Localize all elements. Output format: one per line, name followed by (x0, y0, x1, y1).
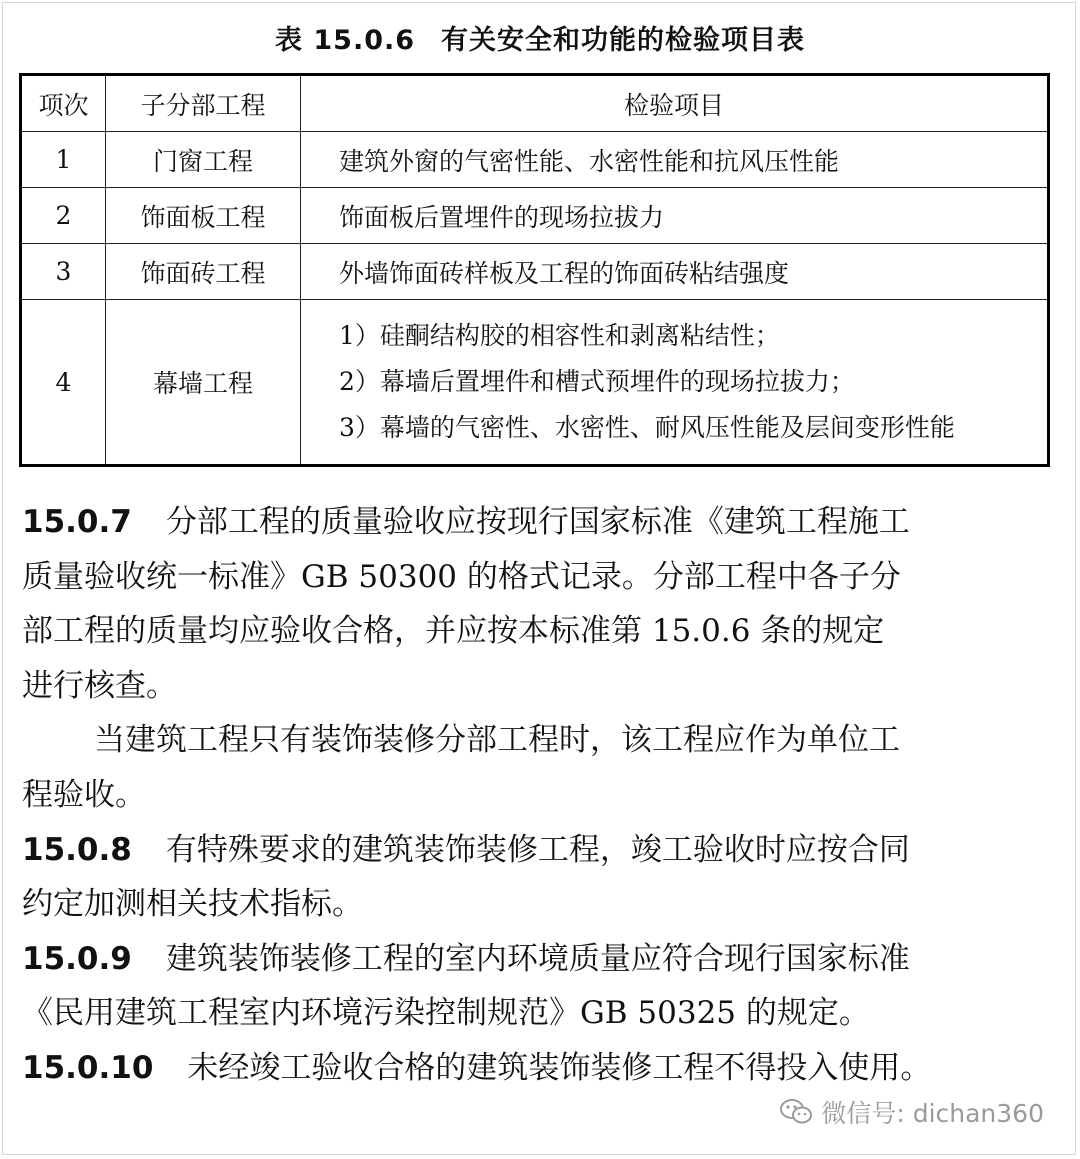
clause-15-0-8 (22, 823, 1052, 932)
clause-line: 当建筑工程只有装饰装修分部工程时，该工程应作为单位工 (94, 722, 900, 759)
row-subitem: 3）幕墙的气密性、水密性、耐风压性能及层间变形性能 (339, 413, 955, 442)
col-header-items: 检验项目 (301, 75, 1049, 132)
row-subitem: 1）硅酮结构胶的相容性和剥离粘结性； (339, 321, 780, 350)
row-item: 建筑外窗的气密性能、水密性能和抗风压性能 (301, 132, 1049, 188)
clause-line: 有特殊要求的建筑装饰装修工程，竣工验收时应按合同 (165, 831, 910, 868)
col-header-no: 项次 (21, 75, 106, 132)
clause-number: 15.0.8 (22, 831, 132, 868)
table-title: 有关安全和功能的检验项目表 (441, 25, 806, 56)
clause-15-0-7-paragraph-2 (22, 713, 1052, 768)
clause-line: 约定加测相关技术指标。 (22, 886, 363, 923)
row-subproject: 饰面砖工程 (106, 244, 301, 300)
row-no: 1 (21, 132, 106, 188)
watermark (779, 1094, 1044, 1130)
clause-line: 部工程的质量均应验收合格，并应按本标准第 15.0.6 条的规定 (22, 613, 885, 650)
row-no: 2 (21, 188, 106, 244)
table-row (21, 300, 1049, 466)
row-subproject: 幕墙工程 (106, 300, 301, 466)
row-item: 外墙饰面砖样板及工程的饰面砖粘结强度 (301, 244, 1049, 300)
clause-number: 15.0.9 (22, 940, 132, 977)
clause-line: 质量验收统一标准》GB 50300 的格式记录。分部工程中各子分 (22, 558, 901, 595)
clause-line: 《民用建筑工程室内环境污染控制规范》GB 50325 的规定。 (22, 995, 870, 1032)
clause-line: 建筑装饰装修工程的室内环境质量应符合现行国家标准 (165, 940, 910, 977)
row-item-list (301, 300, 1049, 466)
inspection-items-table (19, 73, 1050, 467)
clause-15-0-7 (22, 495, 1052, 713)
clauses-body (22, 495, 1052, 1096)
row-no: 3 (21, 244, 106, 300)
table-number: 表 15.0.6 (274, 25, 416, 56)
row-no: 4 (21, 300, 106, 466)
row-subproject: 饰面板工程 (106, 188, 301, 244)
clause-15-0-7-paragraph-2-cont (22, 768, 1052, 823)
clause-number: 15.0.7 (22, 504, 132, 540)
clause-15-0-10 (22, 1041, 1052, 1096)
table-caption (0, 18, 1080, 57)
row-subproject: 门窗工程 (106, 132, 301, 188)
watermark-text: 微信号: dichan360 (821, 1099, 1044, 1128)
col-header-sub: 子分部工程 (106, 75, 301, 132)
clause-line: 程验收。 (22, 776, 146, 813)
table-row (21, 244, 1049, 300)
clause-15-0-9 (22, 932, 1052, 1041)
row-subitem: 2）幕墙后置埋件和槽式预埋件的现场拉拔力； (339, 367, 855, 396)
clause-line: 未经竣工验收合格的建筑装饰装修工程不得投入使用。 (187, 1049, 932, 1086)
table-header-row (21, 75, 1049, 132)
row-item: 饰面板后置埋件的现场拉拔力 (301, 188, 1049, 244)
table-row (21, 132, 1049, 188)
clause-number: 15.0.10 (22, 1049, 154, 1086)
clause-line: 进行核查。 (22, 667, 177, 704)
table-row (21, 188, 1049, 244)
clause-line: 分部工程的质量验收应按现行国家标准《建筑工程施工 (165, 504, 910, 540)
wechat-icon (779, 1098, 813, 1126)
